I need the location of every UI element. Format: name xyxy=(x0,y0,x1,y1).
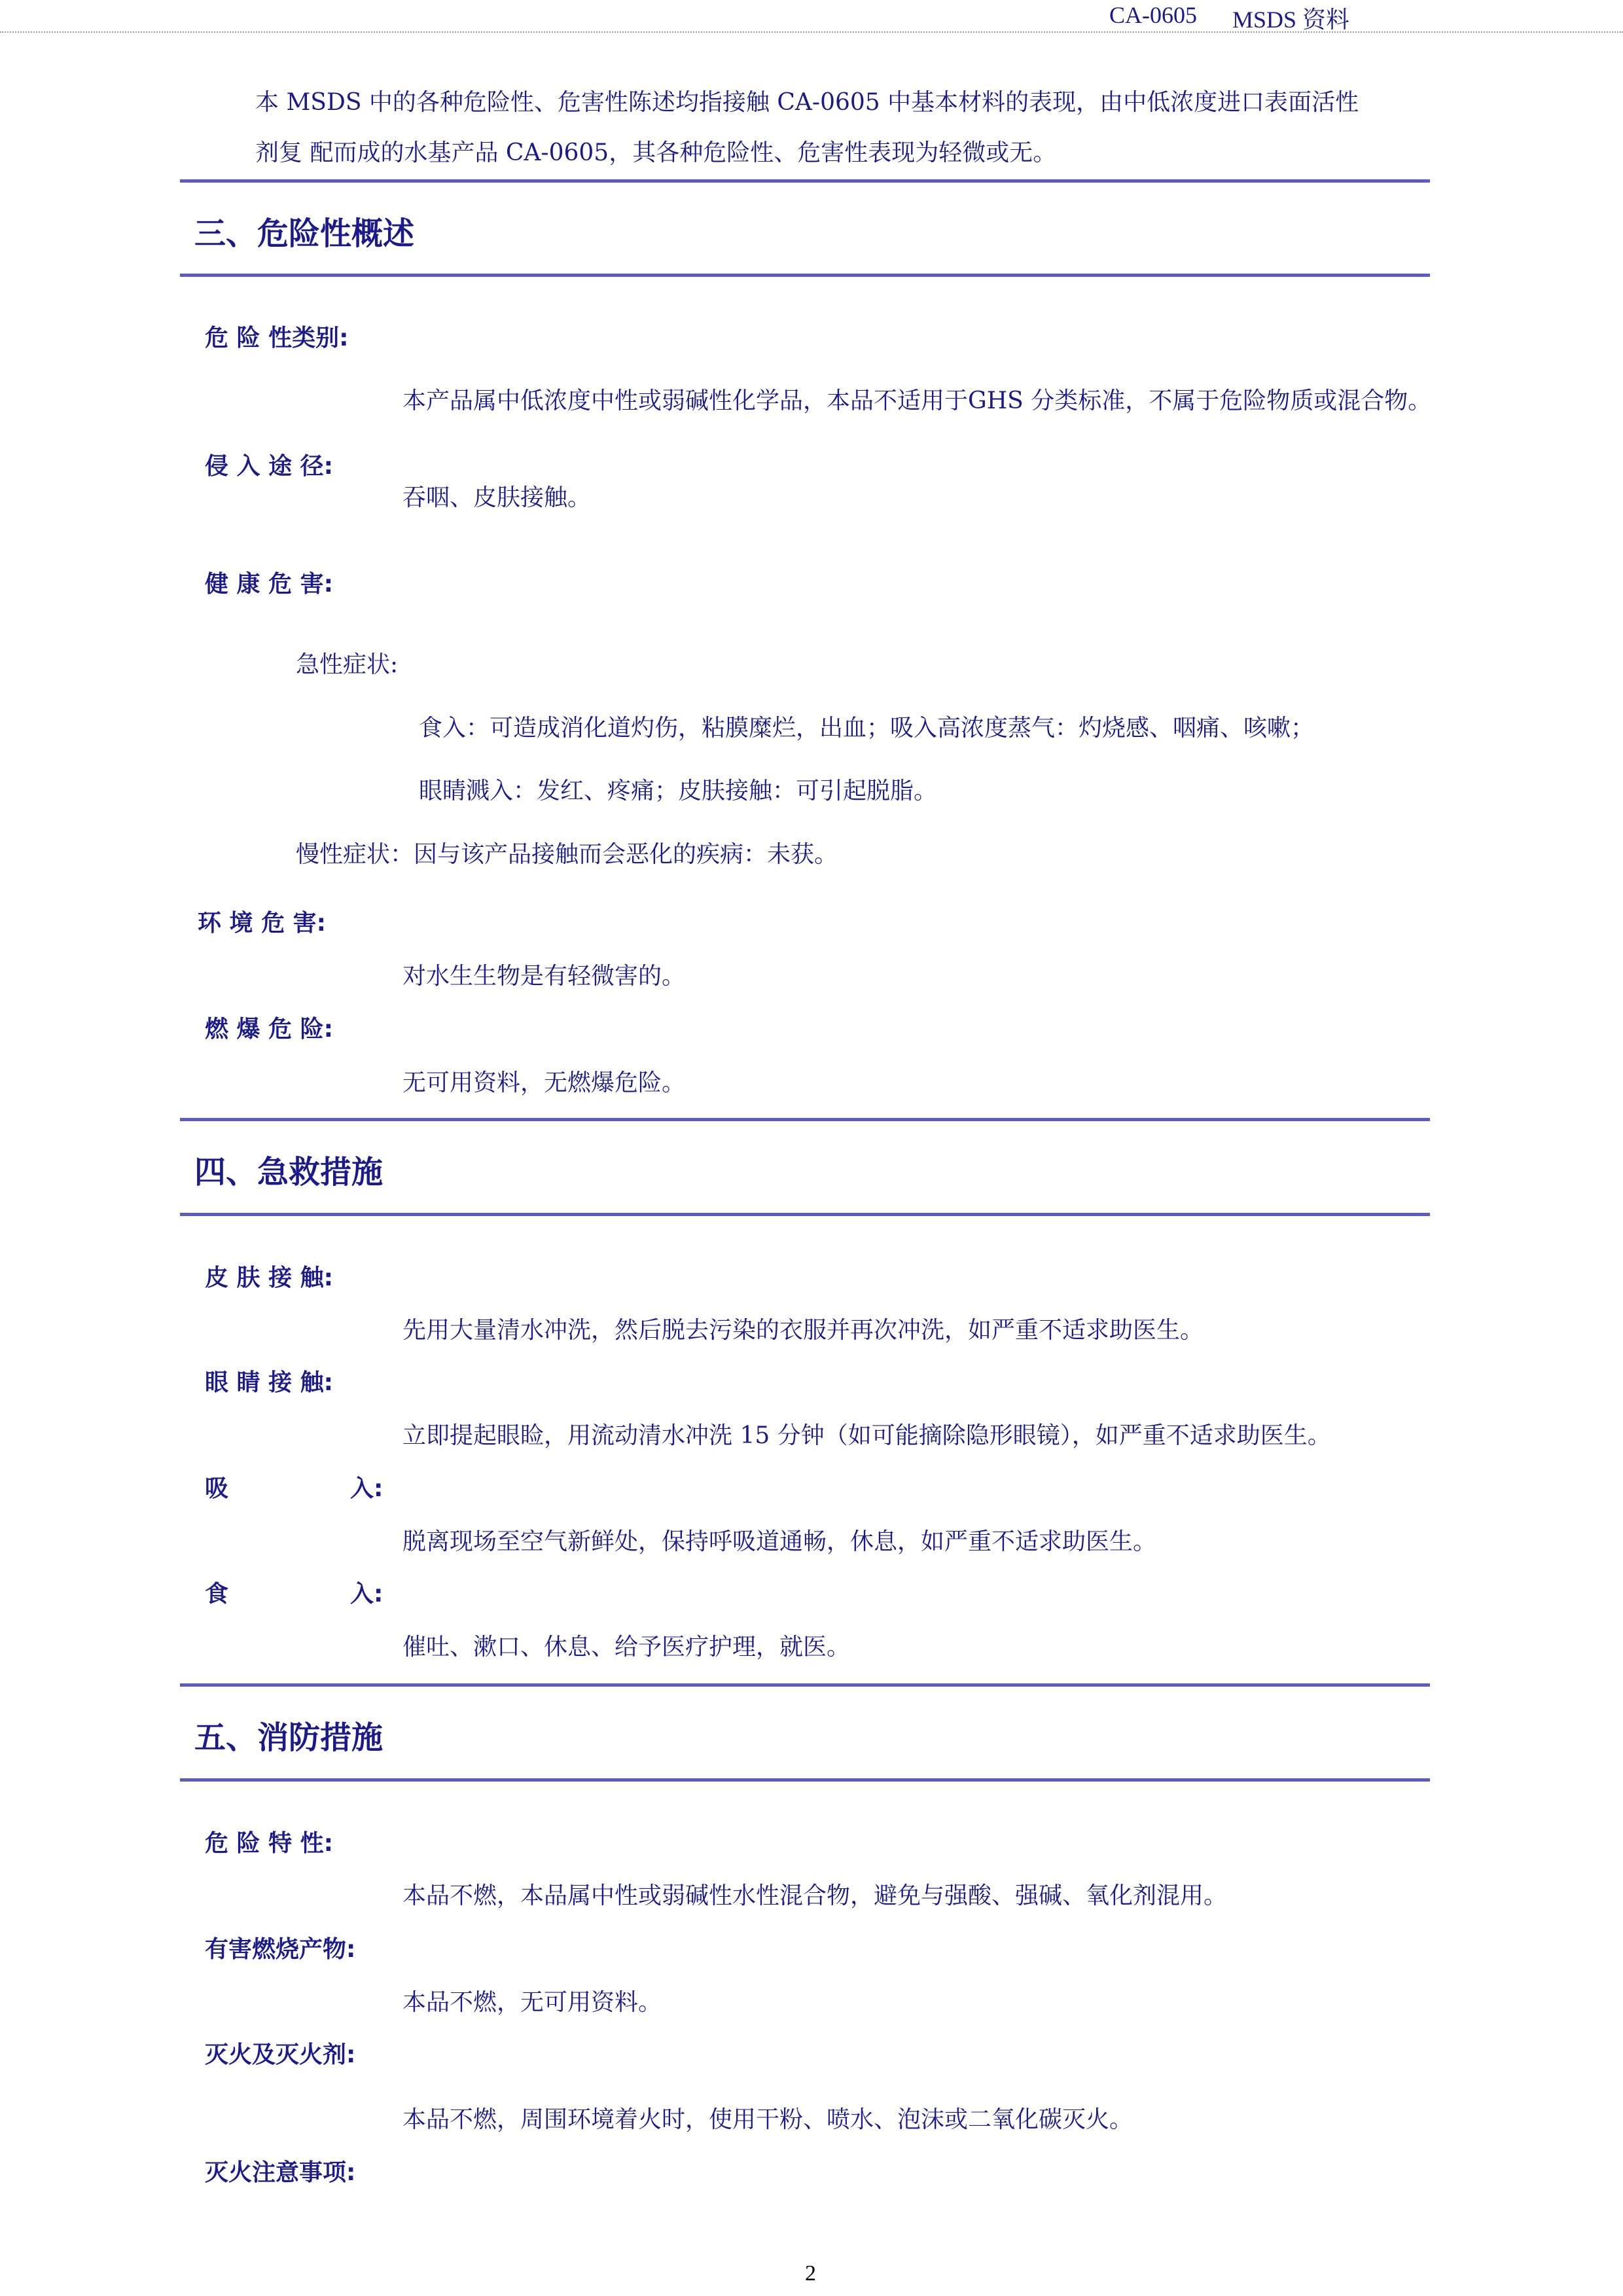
inhalation-label-char-1: 吸 xyxy=(205,1475,229,1502)
section-5-top-rule xyxy=(180,1683,1430,1687)
extinguishing-agent-text: 本品不燃，周围环境着火时，使用干粉、喷水、泡沫或二氧化碳灭火。 xyxy=(402,2106,1133,2133)
chronic-symptoms-text: 慢性症状：因与该产品接触而会恶化的疾病：未获。 xyxy=(296,841,838,868)
eye-contact-label: 眼 睛 接 触: xyxy=(205,1369,333,1396)
section-3-title: 三、危险性概述 xyxy=(194,215,415,252)
intro-line-1: 本 MSDS 中的各种危险性、危害性陈述均指接触 CA-0605 中基本材料的表现，由中低浓度进口表面活性 xyxy=(255,89,1359,116)
page-number: 2 xyxy=(805,2261,816,2286)
fire-hazard-char-text: 本品不燃，本品属中性或弱碱性水性混合物，避免与强酸、强碱、氧化剂混用。 xyxy=(402,1882,1228,1909)
inhalation-label-char-2: 入: xyxy=(350,1475,383,1502)
hazard-class-text: 本产品属中低浓度中性或弱碱性化学品，本品不适用于GHS 分类标准，不属于危险物质或混合物。 xyxy=(402,387,1432,414)
inhalation-text: 脱离现场至空气新鲜处，保持呼吸道通畅，休息，如严重不适求助医生。 xyxy=(402,1528,1157,1555)
acute-symptoms-label: 急性症状: xyxy=(296,651,399,678)
header-doc-code: CA-0605 xyxy=(1109,2,1197,28)
section-3-bottom-rule xyxy=(180,274,1430,277)
firefighting-notes-label: 灭火注意事项: xyxy=(205,2159,356,2186)
ingestion-text: 催吐、漱口、休息、给予医疗护理，就医。 xyxy=(402,1634,851,1660)
entry-route-label: 侵 入 途 径: xyxy=(205,453,333,480)
acute-symptoms-line-2: 眼睛溅入：发红、疼痛；皮肤接触：可引起脱脂。 xyxy=(419,778,938,804)
section-4-top-rule xyxy=(180,1118,1430,1121)
skin-contact-label: 皮 肤 接 触: xyxy=(205,1265,333,1291)
ingestion-label-char-2: 入: xyxy=(350,1581,383,1607)
explosion-hazard-label: 燃 爆 危 险: xyxy=(205,1016,333,1043)
intro-line-2: 剂复 配而成的水基产品 CA-0605，其各种危险性、危害性表现为轻微或无。 xyxy=(255,139,1057,166)
ingestion-label-char-1: 食 xyxy=(205,1581,229,1607)
header-divider xyxy=(0,31,1623,33)
skin-contact-text: 先用大量清水冲洗，然后脱去污染的衣服并再次冲洗，如严重不适求助医生。 xyxy=(402,1317,1204,1344)
section-5-title: 五、消防措施 xyxy=(194,1719,383,1756)
fire-hazard-char-label: 危 险 特 性: xyxy=(205,1830,333,1857)
environment-hazard-label: 环 境 危 害: xyxy=(198,910,326,937)
section-3-top-rule xyxy=(180,179,1430,183)
hazard-class-label: 危 险 性类别: xyxy=(205,325,349,351)
environment-hazard-text: 对水生生物是有轻微害的。 xyxy=(402,963,686,990)
entry-route-text: 吞咽、皮肤接触。 xyxy=(402,484,592,511)
combustion-products-label: 有害燃烧产物: xyxy=(205,1936,356,1963)
explosion-hazard-text: 无可用资料，无燃爆危险。 xyxy=(402,1069,686,1096)
combustion-products-text: 本品不燃，无可用资料。 xyxy=(402,1989,662,2016)
section-5-bottom-rule xyxy=(180,1778,1430,1782)
health-hazard-label: 健 康 危 害: xyxy=(205,571,333,598)
extinguishing-agent-label: 灭火及灭火剂: xyxy=(205,2041,356,2068)
header-doc-type: MSDS 资料 xyxy=(1232,7,1350,33)
acute-symptoms-line-1: 食入：可造成消化道灼伤，粘膜糜烂，出血；吸入高浓度蒸气：灼烧感、咽痛、咳嗽； xyxy=(419,715,1315,742)
section-4-bottom-rule xyxy=(180,1213,1430,1216)
section-4-title: 四、急救措施 xyxy=(194,1154,383,1191)
eye-contact-text: 立即提起眼睑，用流动清水冲洗 15 分钟（如可能摘除隐形眼镜），如严重不适求助医生。 xyxy=(402,1422,1331,1449)
